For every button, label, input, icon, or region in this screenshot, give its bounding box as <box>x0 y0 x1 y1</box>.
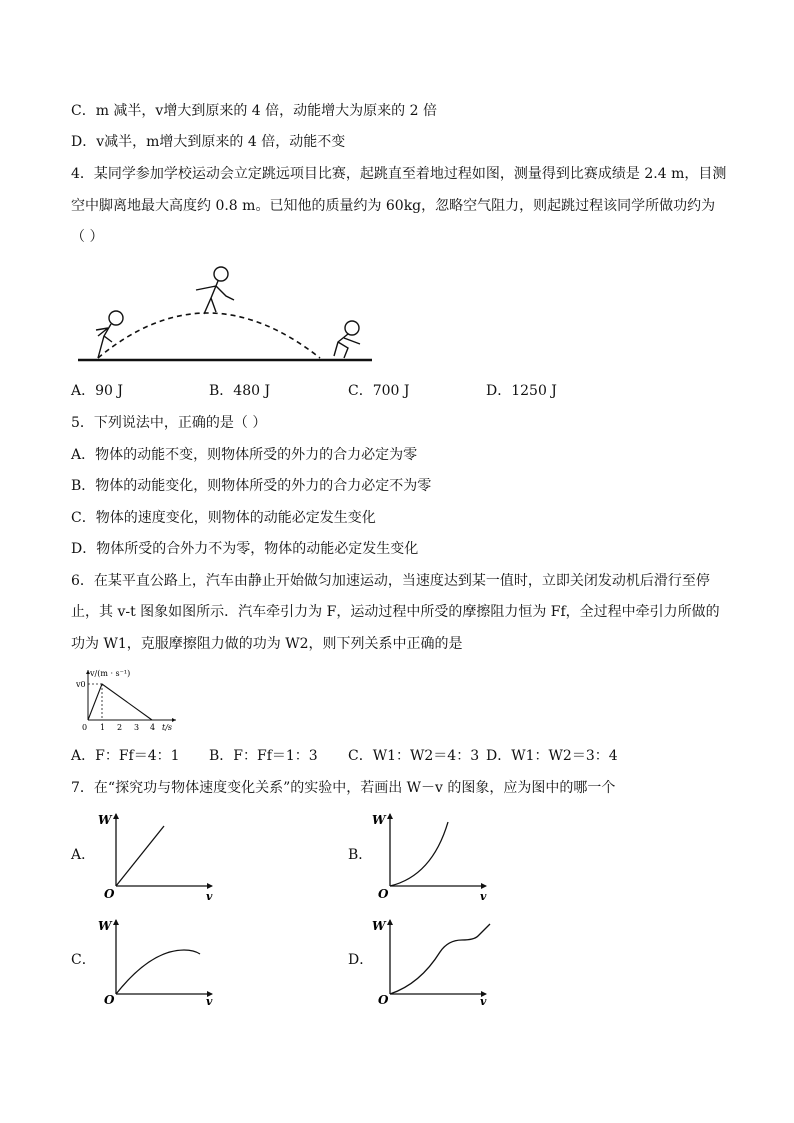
q6-stem-line-2: 止，其 v-t 图象如图所示．汽车牵引力为 F，运动过程中所受的摩擦阻力恒为 Ff，全过程中牵引力所做的 <box>71 604 720 620</box>
q7-graph-d-y-axis: W <box>372 919 386 933</box>
q5-option-c: C．物体的速度变化，则物体的动能必定发生变化 <box>71 510 376 526</box>
q6-graph-tick-3: 3 <box>134 723 140 732</box>
q3-option-c: C．m 减半，v增大到原来的 4 倍，动能增大为原来的 2 倍 <box>71 103 437 119</box>
q6-graph-tick-4: 4 <box>150 723 156 732</box>
q7-graph-a-x-axis: v <box>206 890 213 902</box>
q7-graph-d <box>370 912 494 1006</box>
q7-graph-a-origin: O <box>104 887 115 901</box>
q6-graph-tick-1: 1 <box>100 723 106 732</box>
q7-graph-b-label: B． <box>348 847 373 863</box>
q3-option-d: D．v减半，m增大到原来的 4 倍，动能不变 <box>71 134 346 150</box>
q6-option-d: D．W1：W2＝3：4 <box>486 748 618 764</box>
q6-option-a: A．F：Ff＝4：1 <box>71 748 180 764</box>
q7-graph-d-label: D． <box>348 952 374 968</box>
q7-graph-a-y-axis: W <box>98 813 112 827</box>
q4-option-c: C．700 J <box>348 383 410 399</box>
q7-graph-c-x-axis: v <box>206 995 213 1006</box>
q6-graph-origin: 0 <box>82 723 88 732</box>
q7-graph-c-label: C． <box>71 952 96 968</box>
q4-option-d: D．1250 J <box>486 383 557 399</box>
q5-option-b: B．物体的动能变化，则物体所受的外力的合力必定不为零 <box>71 478 432 494</box>
q6-graph-ylabel: v/(m · s⁻¹) <box>90 669 131 678</box>
q4-option-b: B．480 J <box>209 383 271 399</box>
q5-option-d: D．物体所受的合外力不为零，物体的动能必定发生变化 <box>71 541 419 557</box>
q7-stem: 7．在“探究功与物体速度变化关系”的实验中，若画出 W－v 的图象，应为图中的哪一个 <box>71 780 616 796</box>
q7-graph-b-y-axis: W <box>372 813 386 827</box>
long-jump-figure <box>76 258 376 366</box>
q6-option-b: B．F：Ff＝1：3 <box>209 748 318 764</box>
q7-graph-a <box>96 808 220 902</box>
q5-stem: 5．下列说法中，正确的是（ ） <box>71 415 267 431</box>
q6-vt-graph <box>72 664 182 732</box>
q6-graph-v0-label: v0 <box>76 680 86 689</box>
q7-graph-c <box>96 912 220 1006</box>
q6-stem-line-3: 功为 W1，克服摩擦阻力做的功为 W2，则下列关系中正确的是 <box>71 636 463 652</box>
q4-stem-line-3: （ ） <box>71 229 104 245</box>
q6-stem-line-1: 6．在某平直公路上，汽车由静止开始做匀加速运动，当速度达到某一值时，立即关闭发动机后滑行至停 <box>71 573 710 589</box>
q5-option-a: A．物体的动能不变，则物体所受的外力的合力必定为零 <box>71 447 418 463</box>
q6-option-c: C．W1：W2＝4：3 <box>348 748 480 764</box>
q7-graph-c-origin: O <box>104 993 115 1006</box>
q7-graph-c-y-axis: W <box>98 919 112 933</box>
q6-graph-xlabel: t/s <box>162 723 173 732</box>
q7-graph-b <box>370 808 494 902</box>
q4-stem-line-1: 4．某同学参加学校运动会立定跳远项目比赛，起跳直至着地过程如图，测量得到比赛成绩是 2.4 m，目测 <box>71 166 727 182</box>
q4-stem-line-2: 空中脚离地最大高度约 0.8 m。已知他的质量约为 60kg，忽略空气阻力，则起跳过程该同学所做功约为 <box>71 198 716 214</box>
q7-graph-b-origin: O <box>378 887 389 901</box>
q7-graph-a-label: A． <box>71 847 96 863</box>
q7-graph-b-x-axis: v <box>480 890 487 902</box>
q7-graph-d-origin: O <box>378 993 389 1006</box>
q6-graph-tick-2: 2 <box>117 723 123 732</box>
q7-graph-d-x-axis: v <box>480 995 487 1006</box>
q4-option-a: A．90 J <box>71 383 123 399</box>
